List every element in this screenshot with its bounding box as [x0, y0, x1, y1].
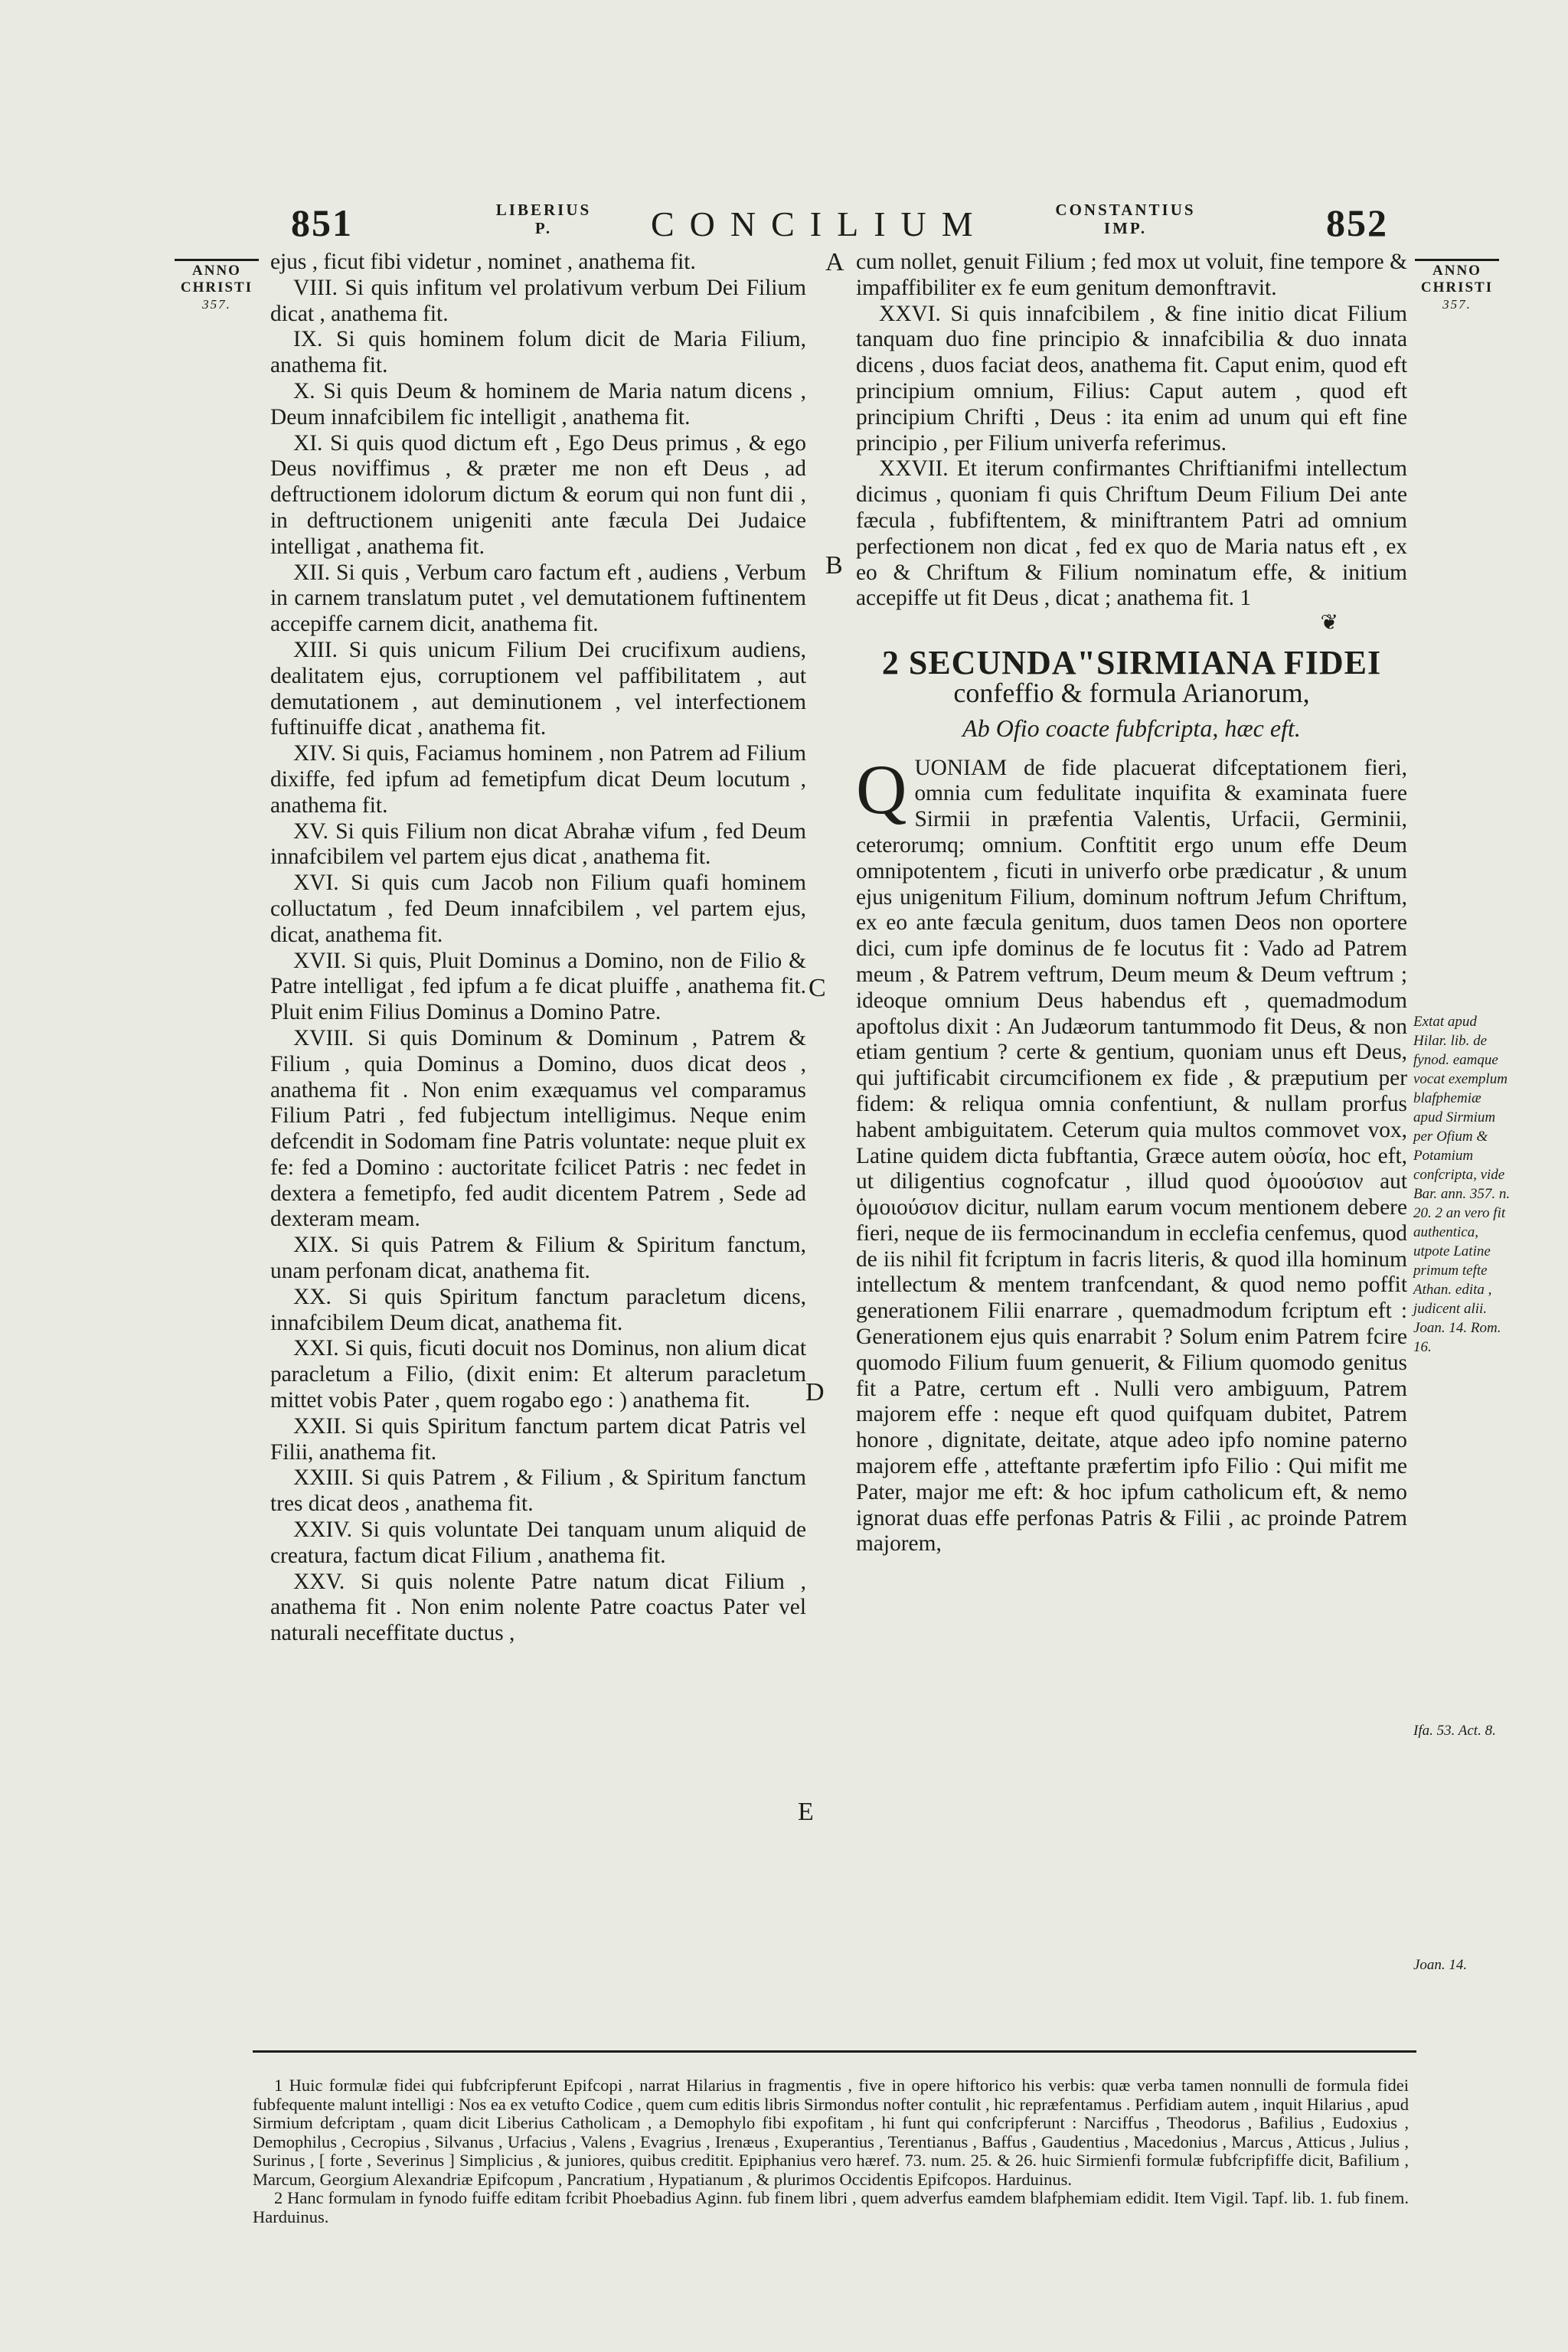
left-para-7: XIV. Si quis, Faciamus hominem , non Patrem ad Filium dixiffe, fed ipfum ad femetipfum dicat Deum locutum , anathema fit. — [270, 741, 806, 818]
margin-year-left-label: ANNO CHRISTI — [180, 263, 253, 296]
drop-cap: Q — [856, 750, 907, 828]
left-para-16: XXIII. Si quis Patrem , & Filium , & Spiritum fanctum tres dicat deos , anathema fit. — [270, 1465, 806, 1517]
section-letter-b: B — [825, 551, 843, 580]
margin-year-left-value: 357. — [202, 297, 231, 312]
left-column — [270, 250, 806, 1647]
left-para-2: IX. Si quis hominem folum dicit de Maria Filium, anathema fit. — [270, 327, 806, 378]
left-para-15: XXII. Si quis Spiritum fanctum partem dicat Patris vel Filii, anathema fit. — [270, 1413, 806, 1465]
left-para-8: XV. Si quis Filium non dicat Abrahæ vifum , fed Deum innafcibilem vel partem ejus dicat , anathema fit. — [270, 818, 806, 870]
right-para-0: cum nollet, genuit Filium ; fed mox ut voluit, fine tempore & impaffibiliter ex fe eum genitum demonftravit. — [856, 250, 1407, 300]
left-para-14: XXI. Si quis, ficuti docuit nos Dominus, non alium dicat paracletum a Filio, (dixit enim: Et alterum paracletum mittet vobis Pater , quem rogabo ego : ) anathema fit. — [270, 1336, 806, 1413]
left-para-12: XIX. Si quis Patrem & Filium & Spiritum fanctum, unam perfonam dicat, anathema fit. — [270, 1233, 806, 1284]
right-column — [856, 250, 1407, 1557]
footnote-2: 2 Hanc formulam in fynodo fuiffe editam fcribit Phoebadius Aginn. fub finem libri , quem adverfus eamdem blafphemiam edidit. Item Vigil. Tapf. lib. 1. fub finem. Harduinus. — [253, 2188, 1409, 2226]
section-letter-c: C — [808, 974, 826, 1002]
left-para-11: XVIII. Si quis Dominum & Dominum , Patrem & Filium , quia Dominus a Domino, duos dicat deos , anathema fit . Non enim exæquamus vel comparamus Filium Patri , fed fubjectum intelligimus. Neque enim defcendit in Sodomam fine Patris voluntate: neque pluit ex fe: fed a Domino : auctoritate fcilicet Patris : nec fedet in dextera a femetipfo, fed audit dicentem Patrem , Sede ad dexteram meam. — [270, 1025, 806, 1232]
section-subheading: confeffio & formula Arianorum, — [953, 677, 1310, 708]
left-para-5: XII. Si quis , Verbum caro factum eft , audiens , Verbum in carnem translatum putet , vel demutationem fuftinentem accepiffe carnem dicit, anathema fit. — [270, 560, 806, 637]
footnote-rule — [253, 2050, 1416, 2053]
fleuron-ornament: ❦ — [1320, 611, 1338, 635]
left-para-17: XXIV. Si quis voluntate Dei tanquam unum aliquid de creatura, factum dicat Filium , anathema fit. — [270, 1517, 806, 1568]
left-para-6: XIII. Si quis unicum Filium Dei crucifixum audiens, dealitatem ejus, corruptionem vel paffibilitatem , aut demutationem , aut deminutionem , vel interfectionem fuftinuiffe dicat , anathema fit. — [270, 637, 806, 740]
section-subheading-italic: Ab Ofio coacte fubfcripta, hæc eft. — [962, 714, 1301, 742]
margin-note-1: Extat apud Hilar. lib. de fynod. eamque vocat exemplum blafphemiæ apud Sirmium per Ofium & Potamium confcripta, vide Bar. ann. 357. n. 20. 2 an vero fit authentica, utpote Latine primum tefte Athan. edita , judicent alii. Joan. 14. Rom. 16. — [1413, 1014, 1511, 1355]
right-body-text: UONIAM de fide placuerat difceptationem fieri, omnia cum fedulitate inquifita & examinata fuere Sirmii in præfentia Valentis, Urfacii, Germinii, ceterorumq; omnium. Conftitit ergo unum effe Deum omnipotentem , ficuti in univerfo orbe prædicatur , & unum ejus unigenitum Filium, dominum noftrum Jefum Chriftum, ex eo ante fæcula genitum, duos tamen Deos non oportere dici, cum ipfe dominus de fe locutus fit : Vado ad Patrem meum , & Patrem veftrum, Deum meum & Deum veftrum ; ideoque omnium Deus habendus eft , quemadmodum apoftolus dixit : An Judæorum tantummodo fit Deus, & non etiam gentium ? certe & gentium, quoniam unus eft Deus, qui juftificabit circumcifionem ex fide , & præputium per fidem: & reliqua omnia confentiunt, & nullam prorfus habent ambiguitatem. Ceterum quia multos commovet vox, Latine quidem dicta fubftantia, Græce autem οὐσία, hoc eft, ut diligentius cognofcatur , illud quod ὁμοούσιον aut ὁμοιούσιον dicitur, nullam earum vocum mentionem debere fieri, neque de iis fermocinandum in ecclefia cenfemus, quod de iis nihil fit fcriptum in facris literis, & quod illa hominum intellectum & mentem tranfcendant, & quod nemo poffit generationem Filii enarrare , quemadmodum fcriptum eft : Generationem ejus quis enarrabit ? Solum enim Patrem fcire quomodo Filium fuum genuerit, & Filium quomodo genitus fit a Patre, certum eft . Nulli vero ambiguum, Patrem majorem effe : neque eft quod quifquam dubitet, Patrem honore , dignitate, deitate, atque adeo ipfo nomine paterno majorem effe , atteftante præfertim ipfo Filio : Qui mifit me Pater, major me eft: & hoc ipfum catholicum eft, & nemo ignorat duas effe perfonas Patris & Filii , ac proinde Patrem majorem, — [856, 755, 1407, 1557]
margin-note-2: Ifa. 53. Act. 8. — [1413, 1723, 1496, 1739]
section-letter-e: E — [798, 1798, 814, 1826]
footnote-1: 1 Huic formulæ fidei qui fubfcripferunt Epifcopi , narrat Hilarius in fragmentis , five in opere hiftorico his verbis: quæ verba tamen nonnulli de formula fidei fubfequente malunt intelligi : Nos ea ex vetufto Codice , quem cum editis libris Sirmondus nofter contulit , hic repræfentamus . Perfidiam autem , inquit Hilarius , apud Sirmium defcriptam , quam dicit Liberius Catholicam , a Demophylo fibi expofitam , hi funt qui confcripferunt : Narciffus , Theodorus , Bafilius , Eudoxius , Demophilus , Cecropius , Silvanus , Urfacius , Valens , Evagrius , Irenæus , Exuperantius , Terentianus , Baffus , Gaudentius , Macedonius , Marcus , Atticus , Julius , Surinus , [ forte , Severinus ] Simplicius , & juniores, quibus creditit. Epiphanius vero hæref. 73. num. 25. & 26. huic Sirmienfi formulæ fubfcripfiffe dicit, Bafilium , Marcum, Georgium Alexandriæ Epifcopum , Pancratium , Hypatianum , & plurimos Occidentis Epifcopos. Harduinus. — [253, 2076, 1409, 2189]
running-head-left: LIBERIUS P. — [495, 201, 592, 237]
section-heading: 2 SECUNDA"SIRMIANA FIDEI — [881, 644, 1382, 682]
margin-year-right — [1415, 259, 1499, 313]
footnotes — [253, 2076, 1409, 2226]
left-para-0: ejus , ficut fibi videtur , nominet , anathema fit. — [270, 250, 696, 274]
page-number-right: 852 — [1326, 201, 1388, 244]
margin-year-left — [175, 259, 259, 313]
left-para-3: X. Si quis Deum & hominem de Maria natum dicens , Deum innafcibilem fic intelligit , anathema fit. — [270, 378, 806, 430]
running-title: CONCILIUM — [651, 204, 988, 243]
section-letter-a: A — [825, 248, 844, 276]
left-para-1: VIII. Si quis infitum vel prolativum verbum Dei Filium dicat , anathema fit. — [270, 275, 806, 326]
page-number-left: 851 — [291, 201, 353, 244]
margin-year-right-value: 357. — [1442, 297, 1472, 312]
margin-note-3: Joan. 14. — [1413, 1957, 1468, 1973]
left-para-18: XXV. Si quis nolente Patre natum dicat Filium , anathema fit . Non enim nolente Patre coactus Pater vel naturali neceffitate ductus , — [270, 1569, 806, 1646]
section-letter-d: D — [805, 1378, 825, 1406]
left-para-13: XX. Si quis Spiritum fanctum paracletum dicens, innafcibilem Deum dicat, anathema fit. — [270, 1284, 806, 1335]
right-para-2: XXVII. Et iterum confirmantes Chriftianifmi intellectum dicimus , quoniam fi quis Chriftum Deum Filium Dei ante fæcula , fubfiftentem, & miniftrantem Patri ad omnium perfectionem non dicat , fed ex quo de Maria natus eft , ex eo & Chriftum & Filium nominatum effe, & initium accepiffe ut fit Deus , dicat ; anathema fit. 1 — [856, 456, 1407, 611]
left-para-10: XVII. Si quis, Pluit Dominus a Domino, non de Filio & Patre intelligat , fed ipfum a fe dicat pluiffe , anathema fit. Pluit enim Filius Dominus a Domino Patre. — [270, 948, 806, 1025]
left-para-9: XVI. Si quis cum Jacob non Filium quafi hominem colluctatum , fed Deum innafcibilem , vel partem ejus, dicat, anathema fit. — [270, 871, 806, 947]
right-para-1: XXVI. Si quis innafcibilem , & fine initio dicat Filium tanquam duo fine principio & innafcibilia & duo innata dicens , duos faciat deos, anathema fit. Caput enim, quod eft principium omnium, Filius: Caput autem , quod eft principium Chrifti , Deus : ita enim ad unum qui eft fine principio , per Filium univerfa referimus. — [856, 301, 1407, 456]
left-para-4: XI. Si quis quod dictum eft , Ego Deus primus , & ego Deus noviffimus , & præter me non eft Deus , ad deftructionem idolorum dictum & eorum qui non funt dii , in deftructionem unigeniti ante fæcula Dei Judaice intelligat , anathema fit. — [270, 430, 806, 559]
running-head-right: CONSTANTIUS IMP. — [1055, 201, 1196, 237]
right-body-para — [856, 750, 1407, 1558]
margin-year-right-label: ANNO CHRISTI — [1420, 263, 1494, 296]
